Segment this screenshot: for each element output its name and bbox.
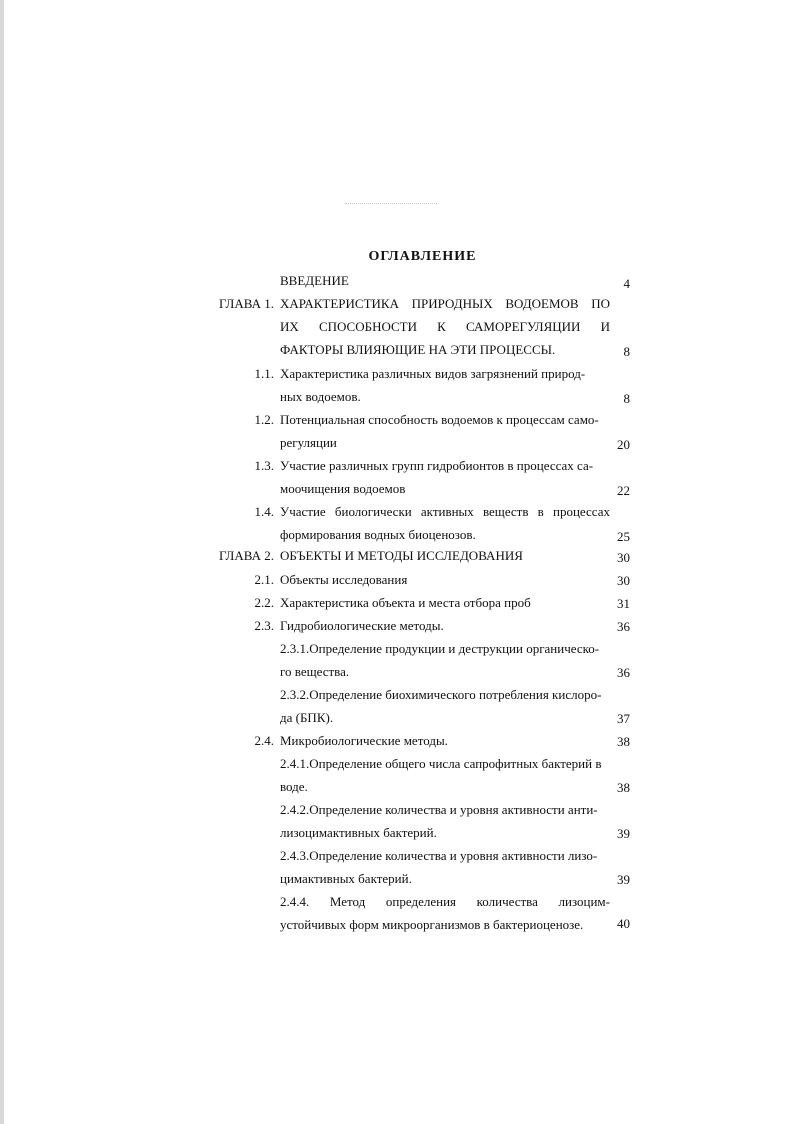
toc-chapter-title: ХАРАКТЕРИСТИКА ПРИРОДНЫХ ВОДОЕМОВ ПО [280, 296, 610, 311]
toc-section-number: 1.3. [254, 458, 274, 473]
toc-section-number: 2.4. [254, 733, 274, 748]
toc-page: 31 [617, 596, 630, 611]
toc-subsection-title: да (БПК). [280, 710, 334, 725]
toc-page: 38 [617, 780, 630, 795]
toc-entry-intro: ВВЕДЕНИЕ [280, 273, 349, 288]
toc-section-title: ных водоемов. [280, 389, 361, 404]
toc-section-title: Характеристика объекта и места отбора проб [280, 595, 531, 610]
toc-page: 8 [623, 391, 630, 406]
toc-chapter-title: ИХ СПОСОБНОСТИ К САМОРЕГУЛЯЦИИ И [280, 319, 610, 334]
toc-page: 30 [617, 550, 630, 565]
toc-chapter-title: ОБЪЕКТЫ И МЕТОДЫ ИССЛЕДОВАНИЯ [280, 548, 523, 563]
toc-page: 37 [617, 711, 630, 726]
toc-section-number: 1.2. [254, 412, 274, 427]
toc-title: ОГЛАВЛЕНИЕ [368, 249, 477, 264]
toc-page: 39 [617, 872, 630, 887]
toc-subsection-title: 2.3.1.Определение продукции и деструкции органическо- [280, 641, 600, 656]
toc-section-number: 2.3. [254, 618, 274, 633]
toc-subsection-title: воде. [280, 779, 308, 794]
toc-subsection-title: лизоцимактивных бактерий. [280, 825, 437, 840]
scan-artifact [345, 203, 437, 205]
toc-page: 40 [617, 916, 630, 931]
toc-subsection-title: цимактивных бактерий. [280, 871, 412, 886]
toc-section-number: 1.4. [254, 504, 274, 519]
toc-subsection-title: го вещества. [280, 664, 350, 679]
toc-section-title: Участие биологически активных веществ в процессах [280, 504, 610, 519]
toc-page: 22 [617, 483, 630, 498]
toc-page: 20 [617, 437, 630, 452]
toc-section-title: формирования водных биоценозов. [280, 527, 476, 542]
toc-section-number: 1.1. [254, 366, 274, 381]
toc-subsection-title: 2.4.3.Определение количества и уровня активности лизо- [280, 848, 598, 863]
toc-section-title: Объекты исследования [280, 572, 408, 587]
toc-page: 38 [617, 734, 630, 749]
toc-section-title: Потенциальная способность водоемов к процессам само- [280, 412, 599, 427]
toc-page: 25 [617, 529, 630, 544]
toc-page: 4 [623, 276, 630, 291]
toc-section-title: Характеристика различных видов загрязнений природ- [280, 366, 586, 381]
toc-subsection-title: 2.4.1.Определение общего числа сапрофитных бактерий в [280, 756, 602, 771]
toc-section-number: 2.2. [254, 595, 274, 610]
toc-section-title: регуляции [280, 435, 337, 450]
toc-section-title: Гидробиологические методы. [280, 618, 444, 633]
toc-chapter-label: ГЛАВА 2. [219, 548, 274, 563]
toc-page: 8 [623, 344, 630, 359]
toc-page: 36 [617, 665, 630, 680]
toc-subsection-title: устойчивых форм микроорганизмов в бактериоценозе. [280, 917, 584, 932]
toc-section-title: моочищения водоемов [280, 481, 406, 496]
toc-subsection-title: 2.4.4. Метод определения количества лизоцим- [280, 894, 610, 909]
toc-section-title: Микробиологические методы. [280, 733, 448, 748]
page-edge [0, 0, 4, 1124]
toc-page: 36 [617, 619, 630, 634]
toc-chapter-label: ГЛАВА 1. [219, 296, 274, 311]
toc-page: 39 [617, 826, 630, 841]
toc-section-number: 2.1. [254, 572, 274, 587]
toc-chapter-title: ФАКТОРЫ ВЛИЯЮЩИЕ НА ЭТИ ПРОЦЕССЫ. [280, 342, 556, 357]
toc-section-title: Участие различных групп гидробионтов в процессах са- [280, 458, 594, 473]
toc-page: 30 [617, 573, 630, 588]
toc-subsection-title: 2.3.2.Определение биохимического потребления кислоро- [280, 687, 602, 702]
toc-subsection-title: 2.4.2.Определение количества и уровня активности анти- [280, 802, 598, 817]
